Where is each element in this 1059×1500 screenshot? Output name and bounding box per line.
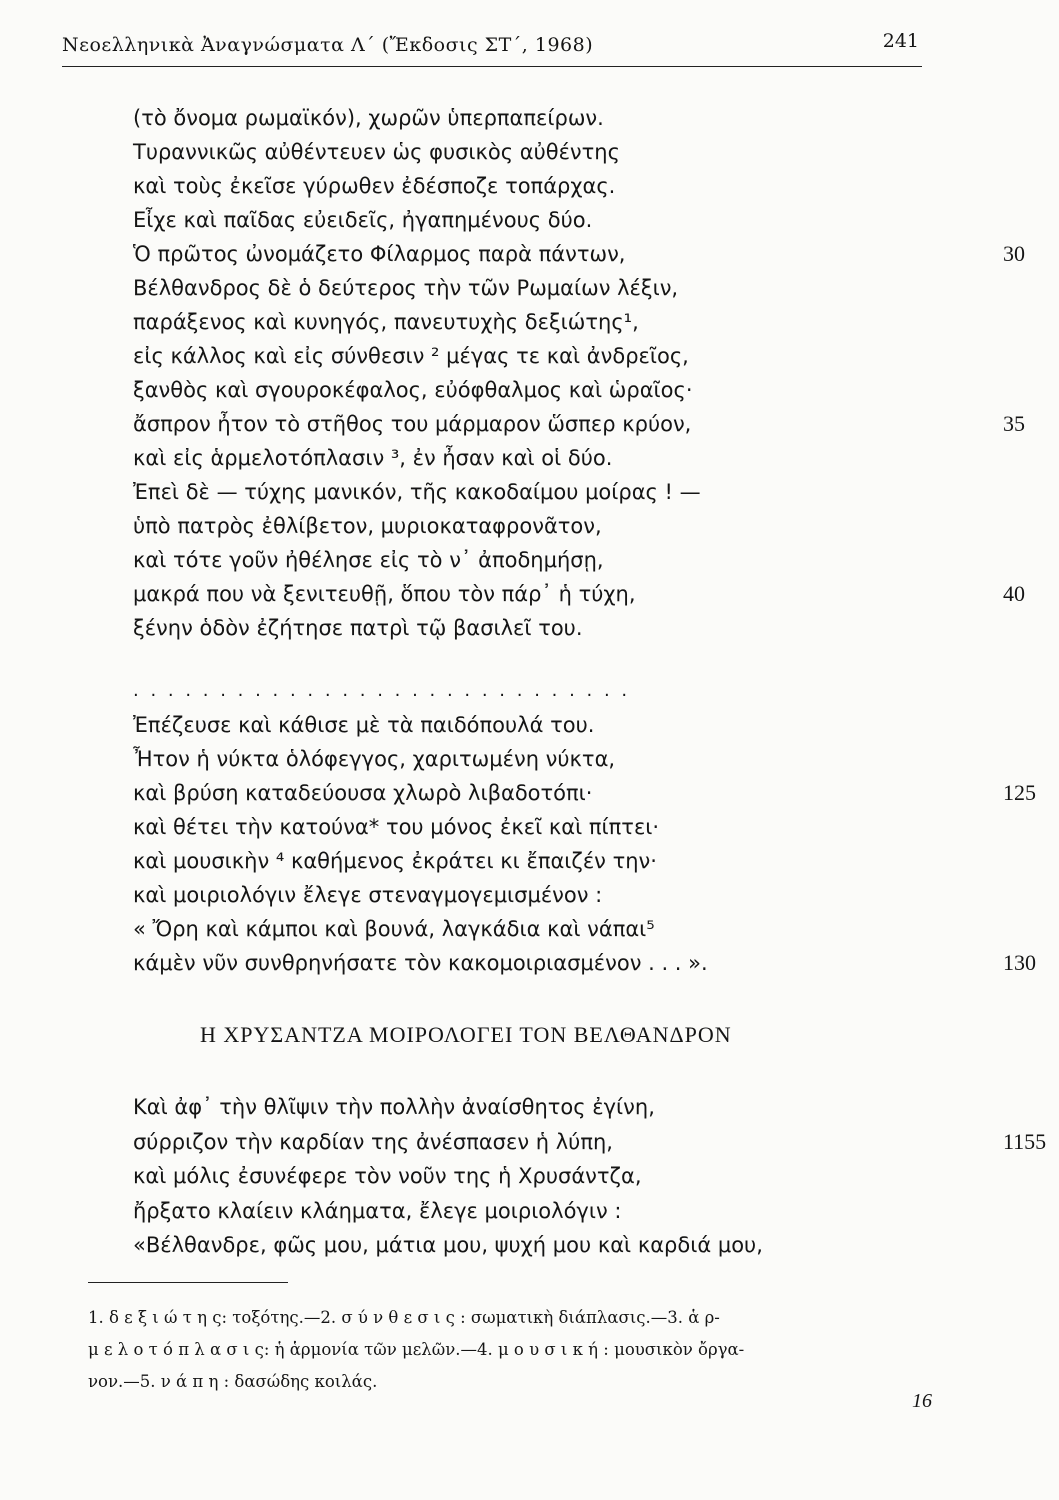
verse-passage-2 <box>133 708 1036 980</box>
verse-passage-1 <box>133 101 1025 645</box>
verse-line: καὶ βρύση καταδεύουσα χλωρὸ λιβαδοτόπι· 125 <box>133 776 708 810</box>
verse-line: Βέλθανδρος δὲ ὁ δεύτερος τὴν τῶν Ρωμαίων λέξιν, <box>133 276 679 300</box>
verse-passage-3 <box>133 1090 1047 1263</box>
verse-line: ἄσπρον ἦτον τὸ στῆθος του μάρμαρον ὥσπερ κρύον, 35 <box>133 407 701 441</box>
verse-line: ὑπὸ πατρὸς ἐθλίβετον, μυριοκαταφρονᾶτον, <box>133 514 602 538</box>
verse-line: Καὶ ἀφ᾿ τὴν θλῖψιν τὴν πολλὴν ἀναίσθητος ἐγίνη, <box>133 1095 655 1119</box>
section-heading: Η ΧΡΥΣΑΝΤΖΑ ΜΟΙΡΟΛΟΓΕΙ ΤΟΝ ΒΕΛΘΑΝΔΡΟΝ <box>200 1022 732 1047</box>
verse-line: κάμὲν νῦν συνθρηνήσατε τὸν κακομοιριασμένον . . . ». 130 <box>133 946 708 980</box>
verse-line: Εἶχε καὶ παῖδας εὐειδεῖς, ἠγαπημένους δύο. <box>133 208 593 232</box>
omission-dots: . . . . . . . . . . . . . . . . . . . . . . . . . . . . . <box>133 680 631 701</box>
verse-line: (τὸ ὄνομα ρωμαϊκόν), χωρῶν ὑπερπαπείρων. <box>133 106 604 130</box>
verse-line: εἰς κάλλος καὶ εἰς σύνθεσιν ² μέγας τε καὶ ἀνδρεῖος, <box>133 344 689 368</box>
verse-line: σύρριζον τὴν καρδίαν της ἀνέσπασεν ἡ λύπη, 1155 <box>133 1125 763 1160</box>
line-number: 35 <box>1003 411 1025 436</box>
verse-line: μακρά που νὰ ξενιτευθῇ, ὅπου τὸν πάρ᾿ ἡ τύχη, 40 <box>133 577 701 611</box>
line-number: 1155 <box>1003 1128 1047 1154</box>
verse-line: καὶ εἰς ἁρμελοτόπλασιν ³, ἐν ἦσαν καὶ οἱ δύο. <box>133 446 613 470</box>
line-number: 130 <box>1003 950 1036 975</box>
verse-line: ἤρξατο κλαίειν κλάηματα, ἔλεγε μοιριολόγιν : <box>133 1198 622 1223</box>
footnotes <box>88 1302 938 1398</box>
verse-line: Ὁ πρῶτος ὠνομάζετο Φίλαρμος παρὰ πάντων, 30 <box>133 237 701 271</box>
verse-line: καὶ μοιριολόγιν ἔλεγε στεναγμογεμισμένον : <box>133 883 603 907</box>
verse-line: καὶ θέτει τὴν κατούνα* του μόνος ἐκεῖ καὶ πίπτει· <box>133 815 660 839</box>
folio-signature: 16 <box>912 1390 932 1412</box>
running-title: Νεοελληνικὰ Ἀναγνώσματα Λ΄ (Ἔκδοσις ΣΤ΄, 1968) <box>62 34 594 56</box>
verse-line: ξανθὸς καὶ σγουροκέφαλος, εὐόφθαλμος καὶ ὡραῖος· <box>133 378 693 402</box>
line-number: 30 <box>1003 241 1025 266</box>
verse-line: καὶ μόλις ἐσυνέφερε τὸν νοῦν της ἡ Χρυσάντζα, <box>133 1164 642 1188</box>
verse-line: « Ὄρη καὶ κάμποι καὶ βουνά, λαγκάδια καὶ νάπαι⁵ <box>133 917 655 941</box>
header-rule <box>62 66 922 67</box>
verse-line: «Βέλθανδρε, φῶς μου, μάτια μου, ψυχή μου καὶ καρδιά μου, <box>133 1233 763 1257</box>
page-number: 241 <box>882 30 919 52</box>
footnote-line: μ ε λ ο τ ό π λ α σ ι ς: ἡ ἁρμονία τῶν μελῶν.—4. μ ο υ σ ι κ ή : μουσικὸν ὄργα- <box>88 1340 745 1359</box>
verse-line: καὶ τοὺς ἐκεῖσε γύρωθεν ἐδέσποζε τοπάρχας. <box>133 174 616 198</box>
verse-line: καὶ τότε γοῦν ἠθέλησε εἰς τὸ ν᾿ ἀποδημήσῃ, <box>133 548 604 572</box>
verse-line: καὶ μουσικὴν ⁴ καθήμενος ἐκράτει κι ἔπαιζέν την· <box>133 849 657 873</box>
footnote-line: νον.—5. ν ά π η : δασώδης κοιλάς. <box>88 1372 378 1391</box>
verse-line: Ἐπεὶ δὲ — τύχης μανικόν, τῆς κακοδαίμου μοίρας ! — <box>133 480 701 504</box>
verse-line: Ἦτον ἡ νύκτα ὁλόφεγγος, χαριτωμένη νύκτα, <box>133 747 616 771</box>
line-number: 40 <box>1003 581 1025 606</box>
verse-line: Ἐπέζευσε καὶ κάθισε μὲ τὰ παιδόπουλά του. <box>133 713 595 737</box>
footnote-rule <box>88 1282 288 1283</box>
verse-line: παράξενος καὶ κυνηγός, πανευτυχὴς δεξιώτης¹, <box>133 310 639 334</box>
verse-line: Τυραννικῶς αὐθέντευεν ὡς φυσικὸς αὐθέντης <box>133 140 620 164</box>
verse-line: ξένην ὁδὸν ἐζήτησε πατρὶ τῷ βασιλεῖ του. <box>133 616 583 640</box>
line-number: 125 <box>1003 780 1036 805</box>
footnote-line: 1. δ ε ξ ι ώ τ η ς: τοξότης.—2. σ ύ ν θ ε σ ι ς : σωματικὴ διάπλασις.—3. ἁ ρ- <box>88 1308 720 1327</box>
